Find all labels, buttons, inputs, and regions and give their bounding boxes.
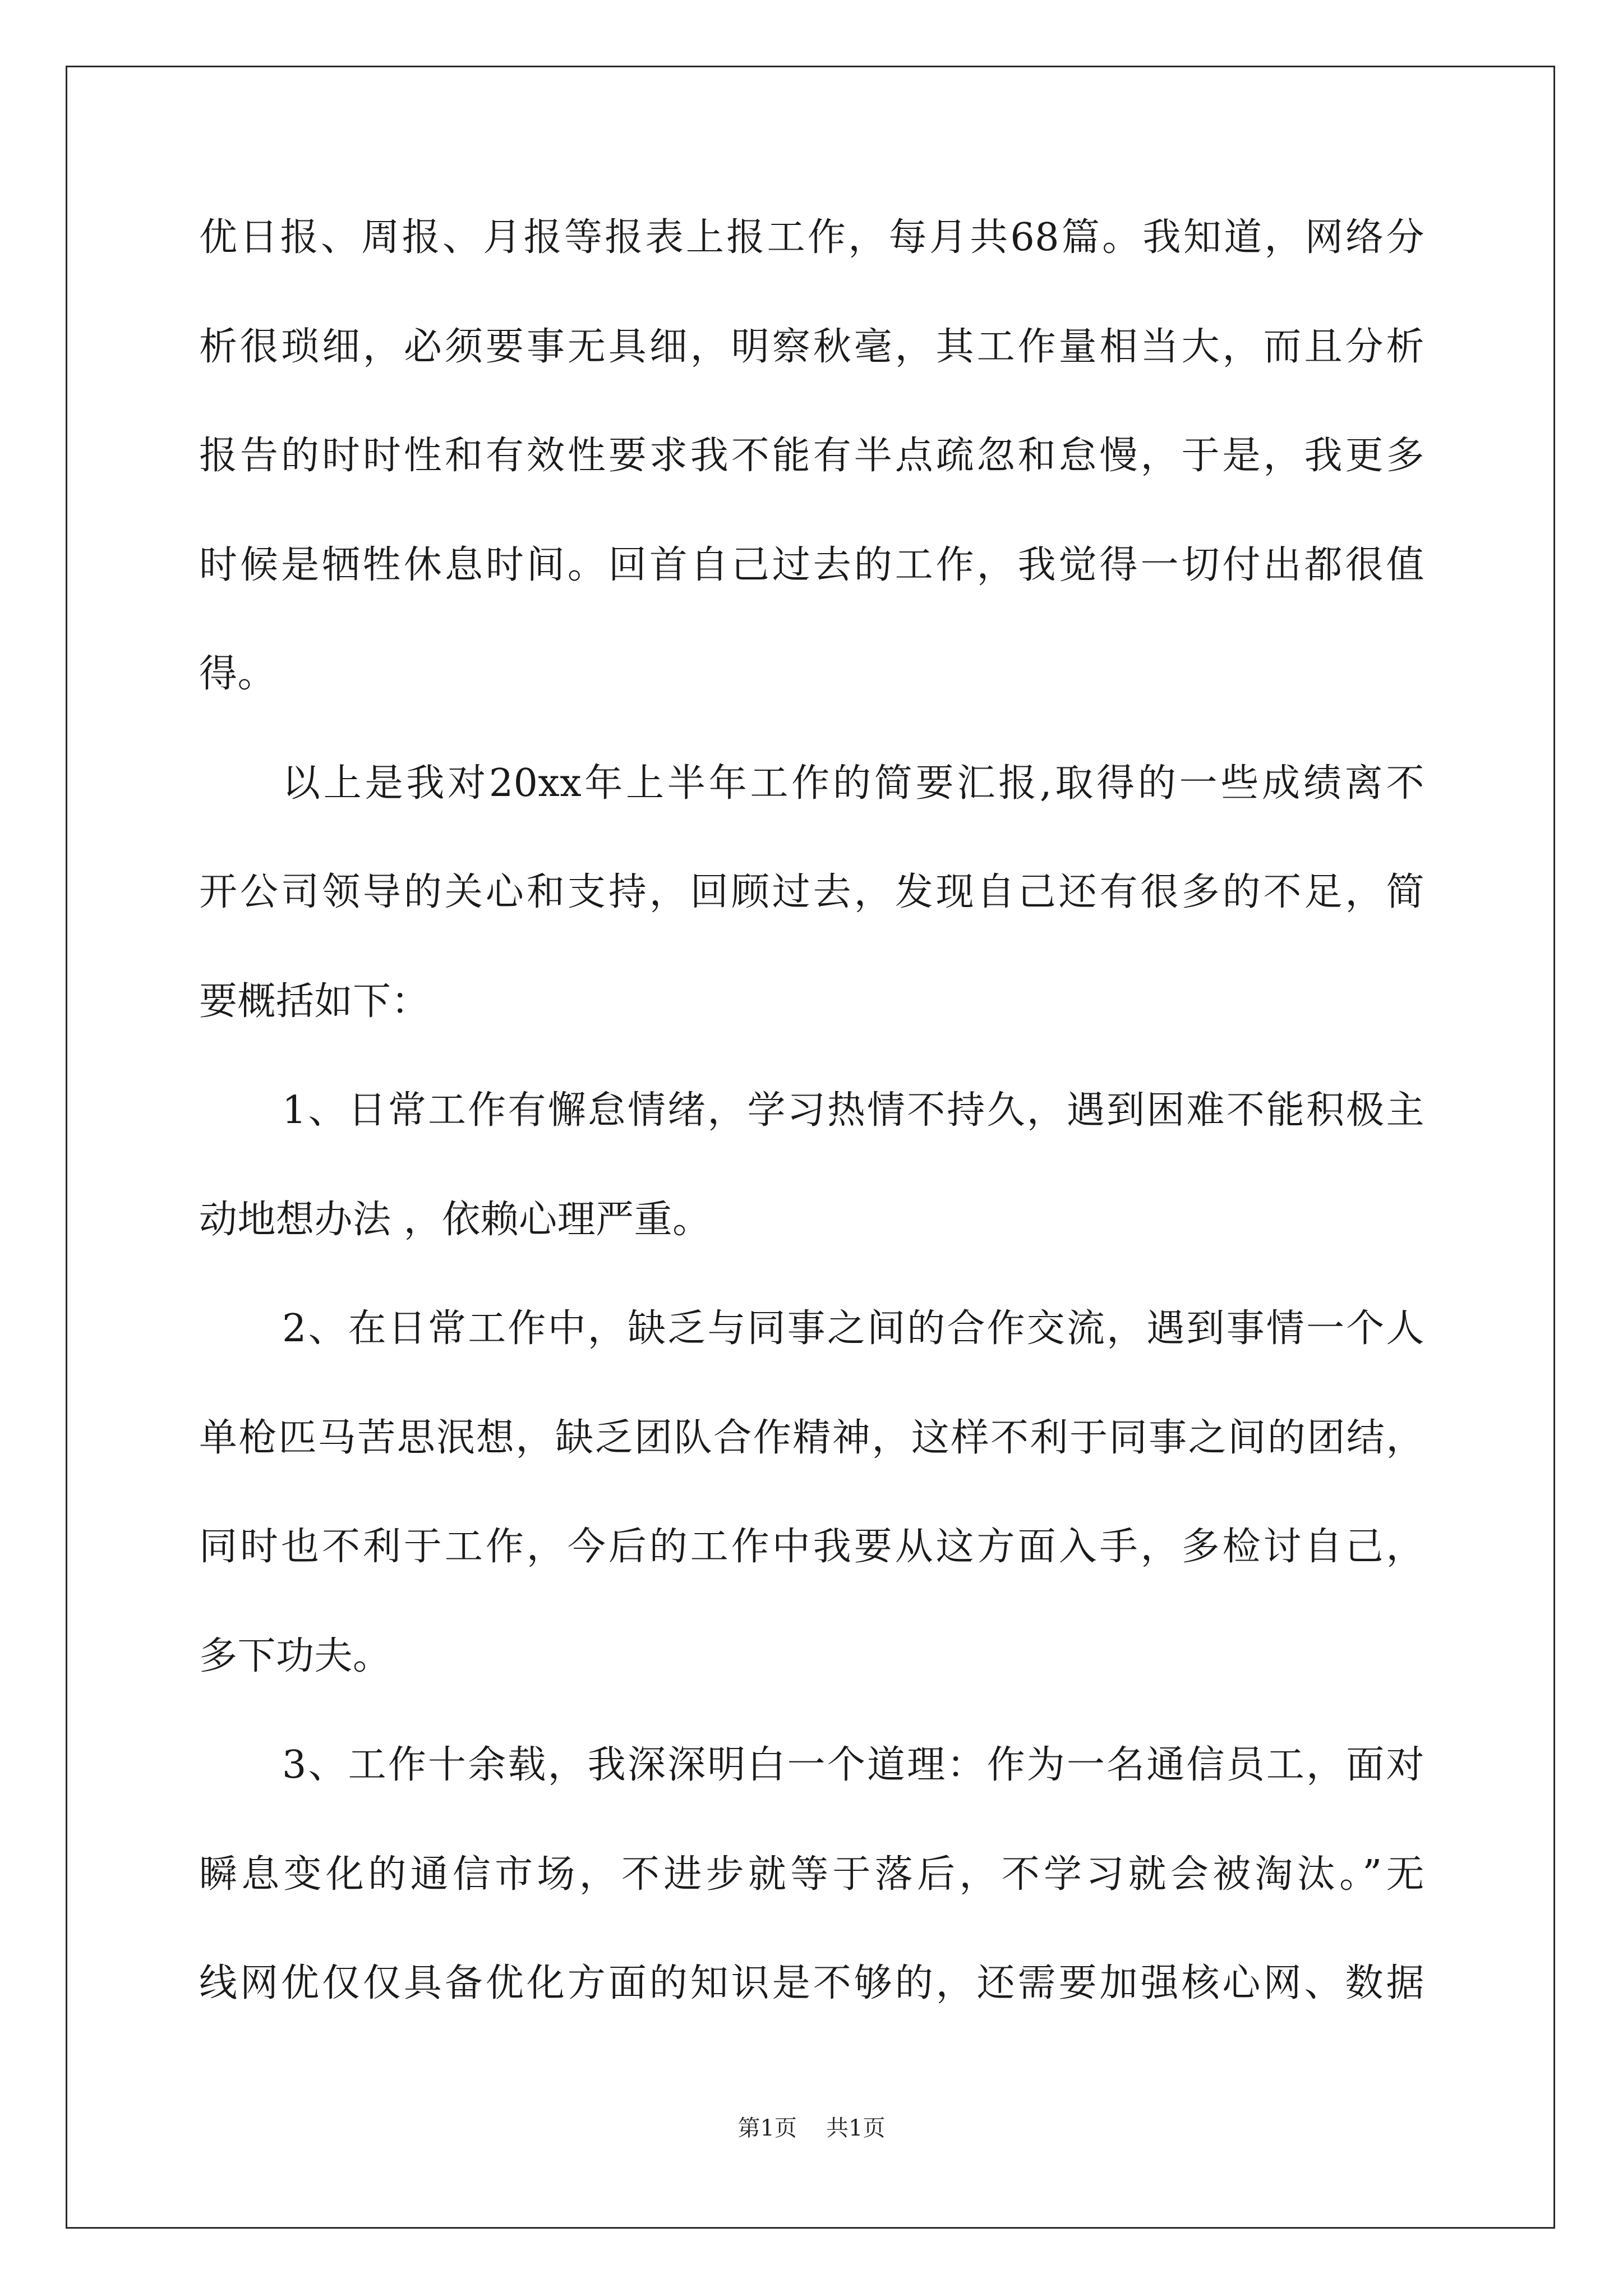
page-number: 第1页 [737, 2115, 797, 2141]
text-line: 1、日常工作有懈怠情绪，学习热情不持久，遇到困难不能积极主 [282, 1088, 1424, 1133]
text-line: 瞬息变化的通信市场，不进步就等于落后，不学习就会被淘汰。”无 [199, 1852, 1424, 1897]
text-line: 优日报、周报、月报等报表上报工作，每月共68篇。我知道，网络分 [199, 215, 1424, 260]
text-line: 时候是牺牲休息时间。回首自己过去的工作，我觉得一切付出都很值 [199, 542, 1424, 587]
text-line: 2、在日常工作中，缺乏与同事之间的合作交流，遇到事情一个人 [282, 1306, 1424, 1351]
text-line: 析很琐细，必须要事无具细，明察秋毫，其工作量相当大，而且分析 [199, 324, 1424, 369]
document-body [199, 215, 1424, 2073]
text-line: 报告的时时性和有效性要求我不能有半点疏忽和怠慢，于是，我更多 [199, 434, 1424, 478]
text-line: 动地想办法 ，依赖心理严重。 [199, 1197, 711, 1242]
page-footer [0, 2115, 1623, 2142]
total-pages: 共1页 [826, 2115, 886, 2141]
text-line: 得。 [199, 652, 276, 696]
text-line: 3、工作十余载，我深深明白一个道理：作为一名通信员工，面对 [282, 1743, 1424, 1787]
text-line: 多下功夫。 [199, 1634, 391, 1678]
text-line: 线网优仅仅具备优化方面的知识是不够的，还需要加强核心网、数据 [199, 1961, 1424, 2005]
text-line: 同时也不利于工作，今后的工作中我要从这方面入手，多检讨自己， [199, 1525, 1424, 1569]
text-line: 开公司领导的关心和支持，回顾过去，发现自己还有很多的不足，简 [199, 870, 1424, 914]
text-line: 单枪匹马苦思泯想，缺乏团队合作精神，这样不利于同事之间的团结， [199, 1415, 1424, 1460]
text-line: 要概括如下： [199, 979, 430, 1024]
text-line: 以上是我对20xx年上半年工作的简要汇报,取得的一些成绩离不 [282, 761, 1424, 806]
